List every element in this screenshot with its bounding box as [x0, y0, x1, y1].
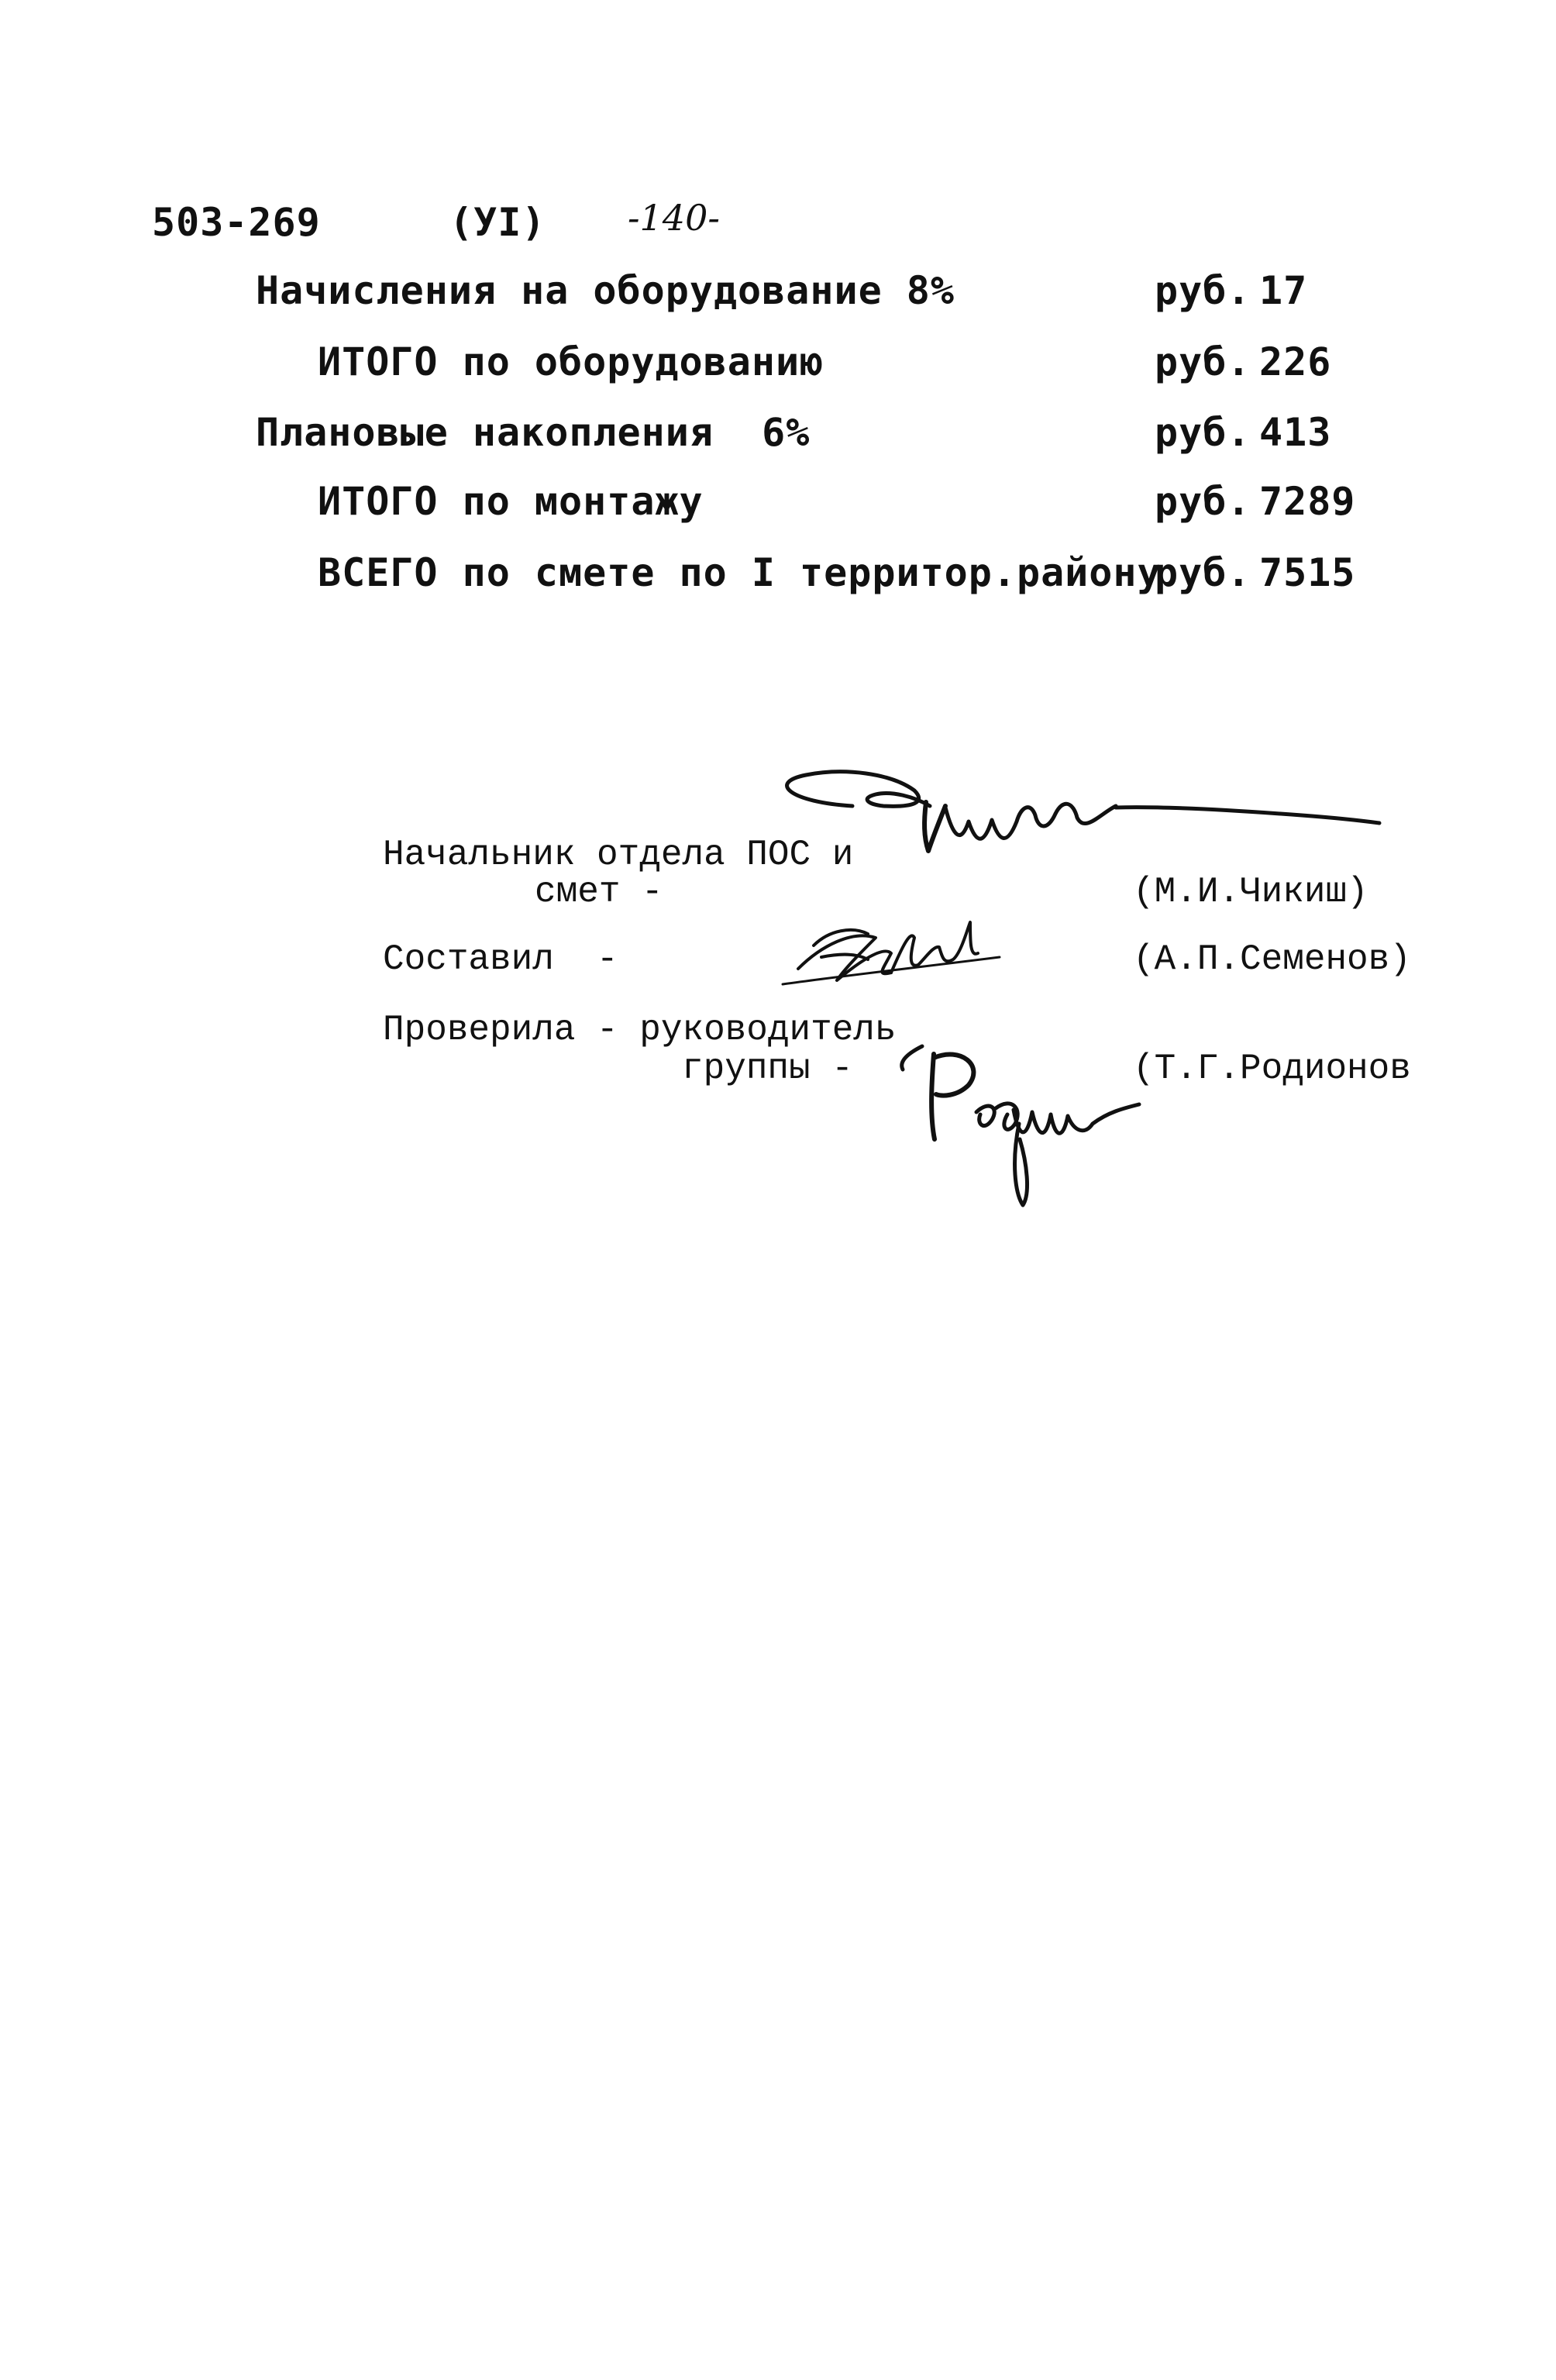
- checked-by-name: (Т.Г.Родионов: [1133, 1049, 1411, 1089]
- row-amount-grand-total: 7515: [1259, 550, 1356, 595]
- chief-signature: [759, 759, 1395, 883]
- row-currency-grand-total: руб.: [1155, 550, 1251, 595]
- row-amount-installation-total: 7289: [1259, 479, 1356, 524]
- page-number: -140-: [628, 197, 720, 239]
- row-currency-equipment-total: руб.: [1155, 339, 1251, 384]
- row-label-equipment-total: ИТОГО по оборудованию: [318, 339, 824, 384]
- section-number: (УI): [449, 200, 546, 245]
- row-amount-equipment-total: 226: [1259, 339, 1332, 384]
- row-label-planned-savings: Плановые накопления 6%: [256, 410, 811, 455]
- checked-by-label-line2: группы -: [682, 1049, 853, 1089]
- checked-by-label-line1: Проверила - руководитель: [383, 1010, 897, 1050]
- row-amount-equipment-charges: 17: [1259, 268, 1308, 313]
- checker-signature: [860, 1023, 1209, 1217]
- compiled-by-name: (А.П.Семенов): [1133, 939, 1411, 980]
- row-currency-installation-total: руб.: [1155, 479, 1251, 524]
- chief-title-line2: смет -: [535, 872, 663, 912]
- row-currency-equipment-charges: руб.: [1155, 268, 1251, 313]
- chief-name: (М.И.Чикиш): [1133, 872, 1368, 912]
- compiled-by-label: Составил -: [383, 939, 618, 980]
- row-label-installation-total: ИТОГО по монтажу: [318, 479, 704, 524]
- row-label-grand-total: ВСЕГО по смете по I территор.району: [318, 550, 1162, 595]
- document-number: 503-269: [152, 200, 321, 245]
- row-label-equipment-charges: Начисления на оборудование 8%: [256, 268, 955, 313]
- compiler-signature: [767, 899, 1015, 1000]
- chief-title-line1: Начальник отдела ПОС и: [383, 835, 854, 875]
- row-amount-planned-savings: 413: [1259, 410, 1332, 455]
- row-currency-planned-savings: руб.: [1155, 410, 1251, 455]
